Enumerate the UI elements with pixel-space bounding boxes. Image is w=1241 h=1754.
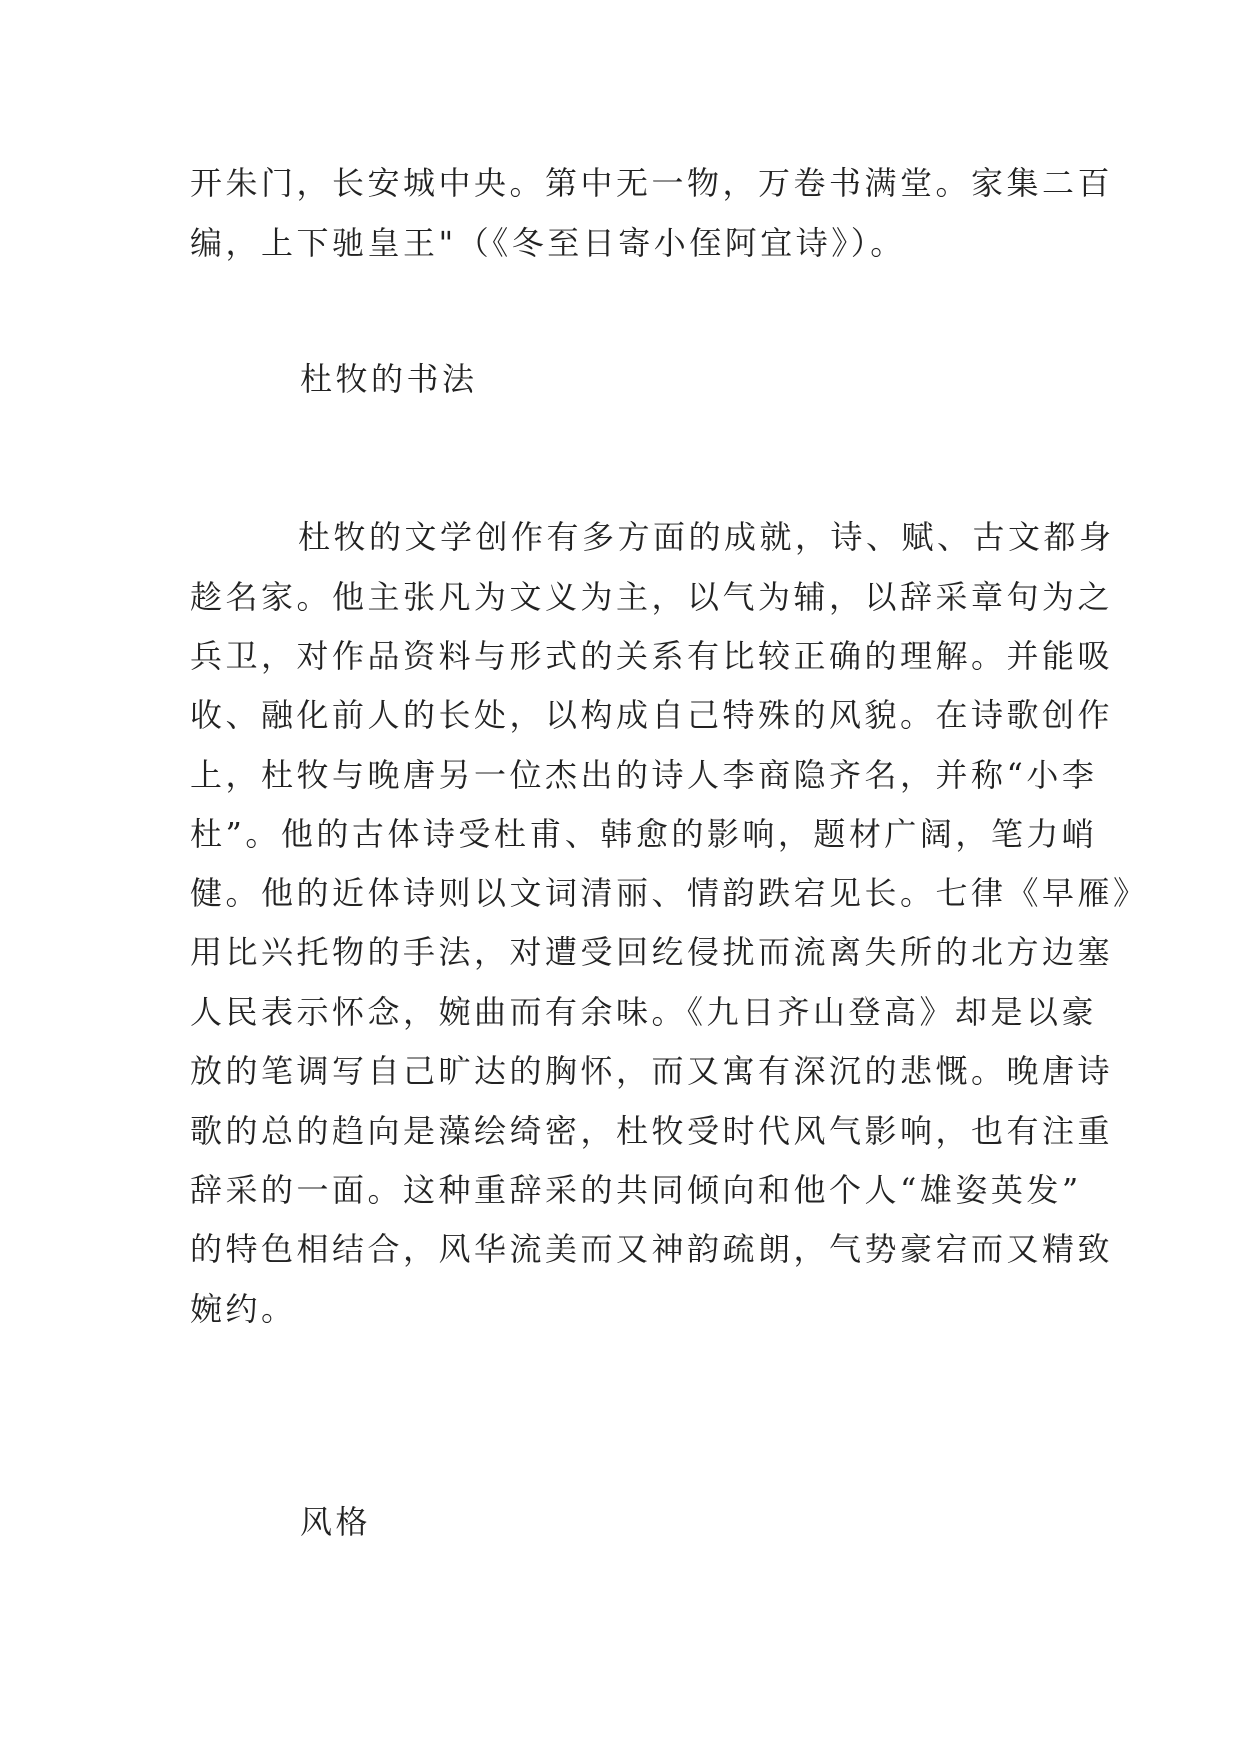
paragraph-line: 趁名家。他主张凡为文义为主，以气为辅，以辞采章句为之: [190, 578, 1114, 616]
paragraph-line: 人民表示怀念，婉曲而有余味。《九日齐山登高》却是以豪: [190, 993, 1098, 1031]
intro-line-1: 开朱门，长安城中央。第中无一物，万卷书满堂。家集二百: [190, 164, 1114, 202]
paragraph-line: 杜”。他的古体诗受杜甫、韩愈的影响，题材广阔，笔力峭: [190, 815, 1098, 853]
paragraph-line: 歌的总的趋向是藻绘绮密，杜牧受时代风气影响，也有注重: [190, 1112, 1114, 1150]
paragraph-line: 健。他的近体诗则以文词清丽、情韵跌宕见长。七律《早雁》: [190, 874, 1149, 912]
paragraph-line: 放的笔调写自己旷达的胸怀，而又寓有深沉的悲慨。晚唐诗: [190, 1052, 1114, 1090]
paragraph-line: 兵卫，对作品资料与形式的关系有比较正确的理解。并能吸: [190, 637, 1114, 675]
paragraph-line: 收、融化前人的长处，以构成自己特殊的风貌。在诗歌创作: [190, 696, 1114, 734]
paragraph-line: 的特色相结合，风华流美而又神韵疏朗，气势豪宕而又精致: [190, 1230, 1114, 1268]
paragraph-line: 婉约。: [190, 1290, 297, 1328]
section-heading-style: 风格: [300, 1503, 372, 1541]
paragraph-line: 辞采的一面。这种重辞采的共同倾向和他个人“雄姿英发”: [190, 1171, 1082, 1209]
paragraph-line: 上，杜牧与晚唐另一位杰出的诗人李商隐齐名，并称“小李: [190, 756, 1098, 794]
paragraph-line: 杜牧的文学创作有多方面的成就，诗、赋、古文都身: [298, 518, 1115, 556]
intro-line-2: 编，上下驰皇王"（《冬至日寄小侄阿宜诗》）。: [190, 224, 906, 262]
paragraph-line: 用比兴托物的手法，对遭受回纥侵扰而流离失所的北方边塞: [190, 933, 1114, 971]
section-heading-calligraphy: 杜牧的书法: [300, 360, 478, 398]
